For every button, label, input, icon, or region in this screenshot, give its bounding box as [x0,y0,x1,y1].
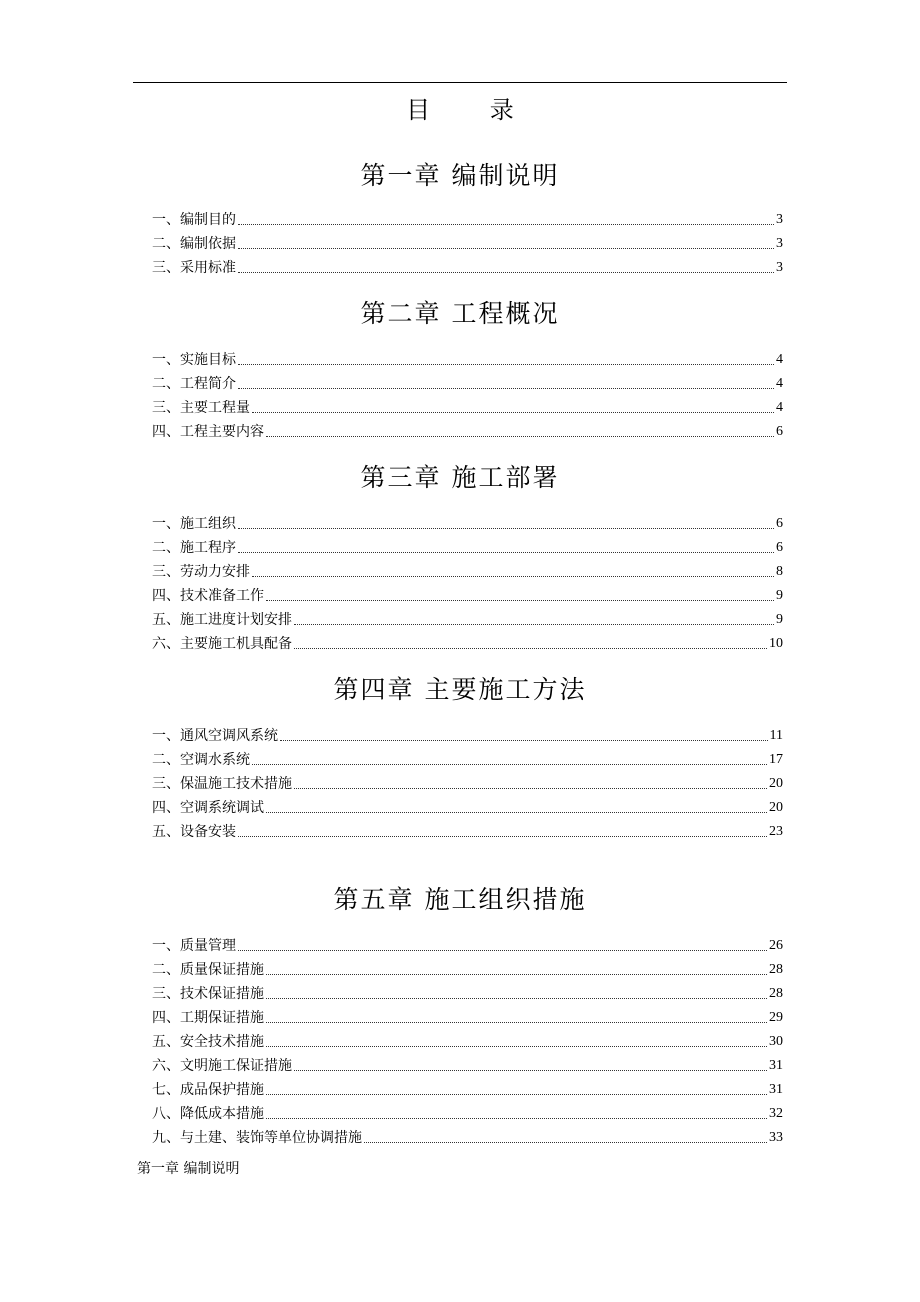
chapter-2-heading[interactable]: 第二章 工程概况 [360,299,560,328]
leader-dots [252,764,767,765]
leader-dots [294,1070,767,1071]
toc-entry[interactable]: 三、采用标准 3 [152,260,783,276]
leader-dots [238,388,774,389]
toc-entry[interactable]: 六、文明施工保证措施 31 [152,1058,783,1074]
toc-entry[interactable]: 四、技术准备工作 9 [152,588,783,604]
toc-entry[interactable]: 二、工程简介 4 [152,376,783,392]
toc-entry[interactable]: 一、质量管理 26 [152,938,783,954]
leader-dots [266,436,774,437]
toc-entry[interactable]: 二、空调水系统 17 [152,752,783,768]
toc-entry[interactable]: 二、施工程序 6 [152,540,783,556]
leader-dots [238,224,774,225]
toc-entry[interactable]: 五、安全技术措施 30 [152,1034,783,1050]
leader-dots [238,950,767,951]
leader-dots [238,272,774,273]
leader-dots [294,788,767,789]
leader-dots [294,648,767,649]
leader-dots [238,528,774,529]
leader-dots [238,552,774,553]
toc-entry[interactable]: 四、工程主要内容 6 [152,424,783,440]
leader-dots [266,974,767,975]
chapter-1-heading[interactable]: 第一章 编制说明 [360,161,560,190]
leader-dots [238,364,774,365]
toc-entry[interactable]: 一、施工组织 6 [152,516,783,532]
leader-dots [252,412,774,413]
leader-dots [266,812,767,813]
toc-entry[interactable]: 二、质量保证措施 28 [152,962,783,978]
leader-dots [280,740,768,741]
leader-dots [238,836,767,837]
toc-entry[interactable]: 八、降低成本措施 32 [152,1106,783,1122]
leader-dots [266,1046,767,1047]
running-footer-text: 第一章 编制说明 [137,1161,240,1177]
leader-dots [266,1118,767,1119]
leader-dots [238,248,774,249]
leader-dots [252,576,774,577]
toc-entry[interactable]: 九、与土建、装饰等单位协调措施 33 [152,1130,783,1146]
toc-entry[interactable]: 五、设备安装 23 [152,824,783,840]
toc-entry[interactable]: 一、实施目标 4 [152,352,783,368]
leader-dots [294,624,774,625]
leader-dots [266,1022,767,1023]
chapter-4-heading[interactable]: 第四章 主要施工方法 [333,675,587,704]
toc-entry[interactable]: 七、成品保护措施 31 [152,1082,783,1098]
toc-entry[interactable]: 六、主要施工机具配备 10 [152,636,783,652]
toc-entry[interactable]: 三、劳动力安排 8 [152,564,783,580]
leader-dots [266,1094,767,1095]
toc-entry[interactable]: 一、通风空调风系统 11 [152,728,783,744]
toc-entry[interactable]: 五、施工进度计划安排 9 [152,612,783,628]
toc-entry[interactable]: 四、工期保证措施 29 [152,1010,783,1026]
leader-dots [364,1142,767,1143]
toc-title: 目 录 [406,96,540,124]
toc-entry[interactable]: 三、技术保证措施 28 [152,986,783,1002]
toc-entry[interactable]: 三、保温施工技术措施 20 [152,776,783,792]
chapter-5-heading[interactable]: 第五章 施工组织措施 [333,885,587,914]
chapter-3-heading[interactable]: 第三章 施工部署 [360,463,560,492]
toc-entry[interactable]: 一、编制目的 3 [152,212,783,228]
toc-entry[interactable]: 四、空调系统调试 20 [152,800,783,816]
leader-dots [266,998,767,999]
toc-entry[interactable]: 三、主要工程量 4 [152,400,783,416]
leader-dots [266,600,774,601]
header-rule [133,82,787,83]
toc-entry[interactable]: 二、编制依据 3 [152,236,783,252]
